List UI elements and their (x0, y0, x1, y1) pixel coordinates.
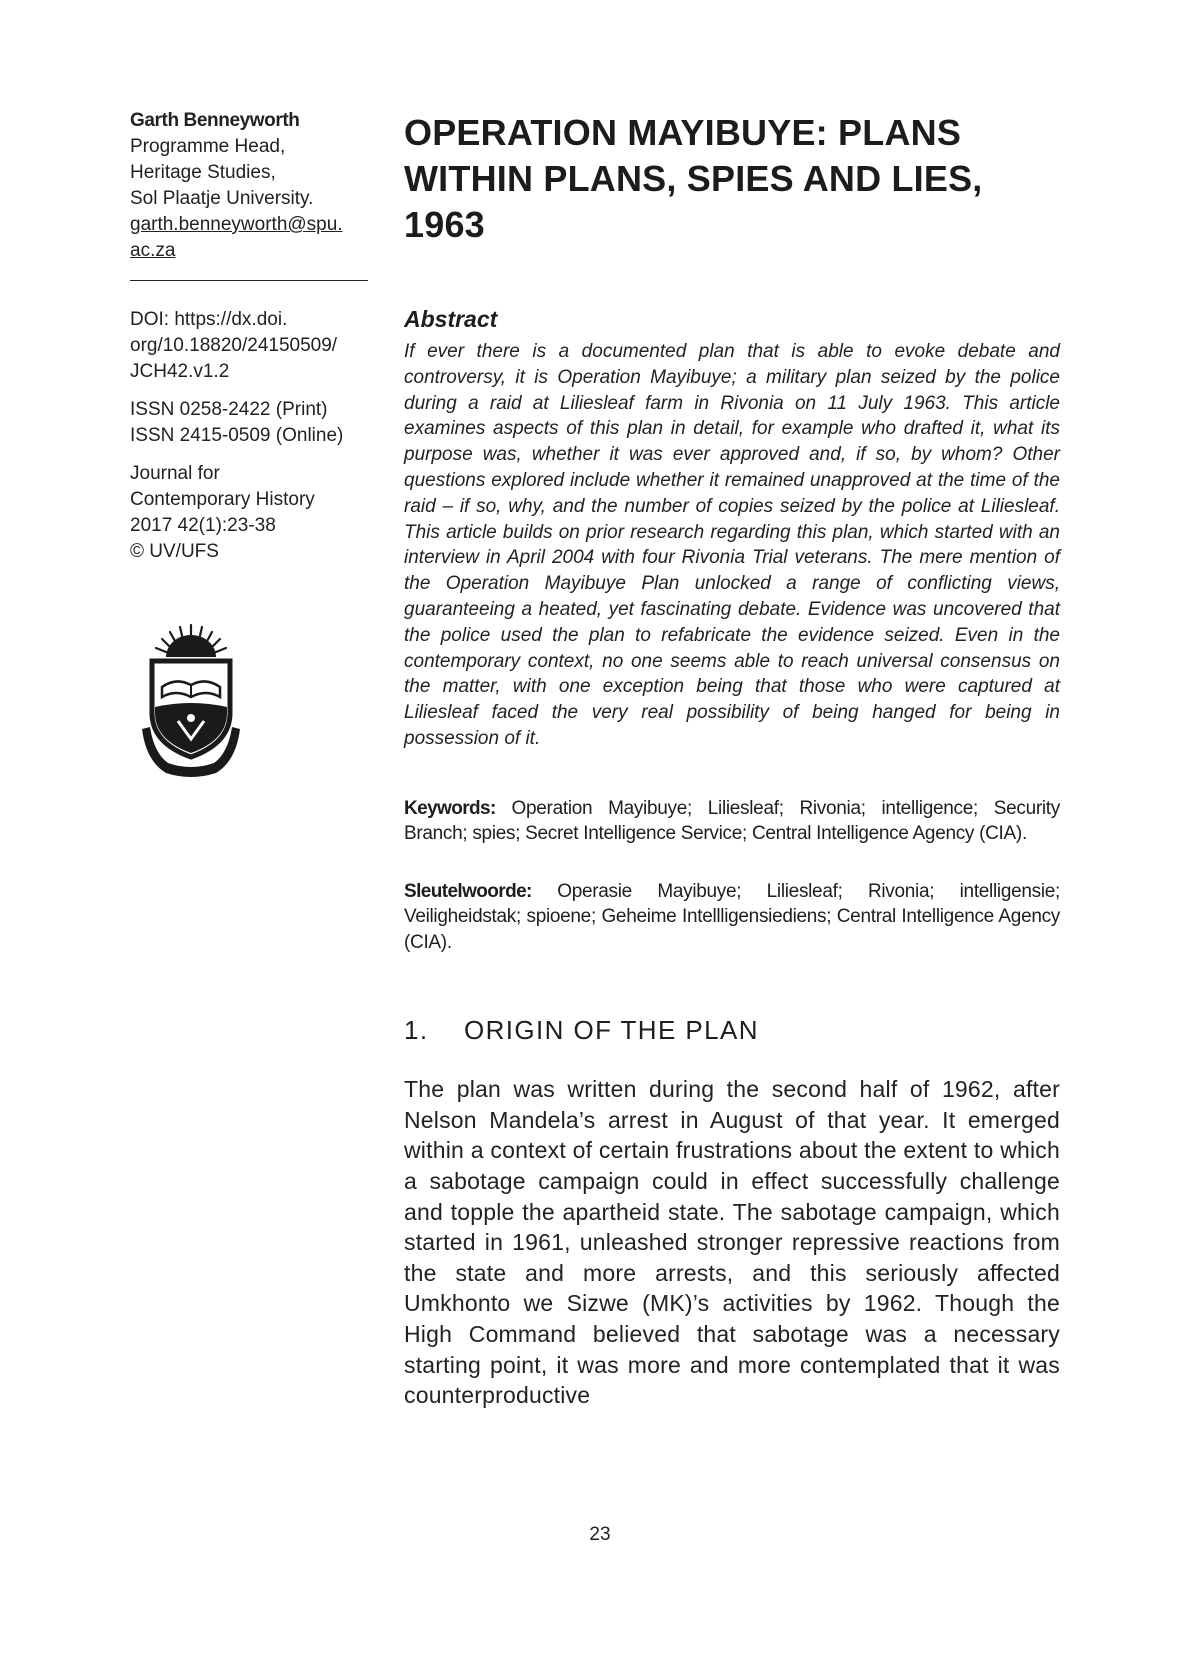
university-crest-icon (136, 621, 246, 783)
affiliation-line: Heritage Studies, (130, 162, 276, 183)
title-line: OPERATION MAYIBUYE: PLANS (404, 112, 962, 153)
keywords-label: Keywords: (404, 797, 496, 819)
journal-info (130, 461, 370, 565)
affiliation-line: Programme Head, (130, 136, 286, 157)
sleutelwoorde-label: Sleutelwoorde: (404, 880, 532, 902)
sidebar (130, 108, 370, 791)
journal-line: © UV/UFS (130, 541, 219, 562)
issn-online: ISSN 2415-0509 (Online) (130, 425, 344, 446)
article-title (404, 110, 1060, 248)
journal-line: Journal for (130, 463, 220, 484)
author-name: Garth Benneyworth (130, 110, 300, 131)
doi-line: org/10.18820/24150509/ (130, 335, 338, 356)
title-line: 1963 (404, 204, 485, 245)
sleutelwoorde-text: Operasie Mayibuye; Liliesleaf; Rivonia; intelligensie; Veiligheidstak; spioene; Geheime Intellligensiediens; Central Intelligence Agency (CIA). (404, 880, 1060, 953)
affiliation-line: Sol Plaatje University. (130, 188, 314, 209)
section-title: ORIGIN OF THE PLAN (464, 1015, 759, 1046)
title-line: WITHIN PLANS, SPIES AND LIES, (404, 158, 983, 199)
abstract-heading: Abstract (404, 306, 498, 332)
author-affiliation (130, 134, 370, 212)
section-heading (404, 1015, 1060, 1046)
section-number: 1. (404, 1015, 429, 1046)
page-number: 23 (589, 1524, 611, 1545)
issn-print: ISSN 0258-2422 (Print) (130, 399, 328, 420)
doi-line: DOI: https://dx.doi. (130, 309, 288, 330)
journal-line: 2017 42(1):23-38 (130, 515, 276, 536)
doi-line: JCH42.v1.2 (130, 361, 230, 382)
email-line: ac.za (130, 240, 176, 261)
sleutelwoorde (404, 879, 1060, 956)
abstract-text: If ever there is a documented plan that is able to evoke debate and controversy, it is Operation Mayibuye; a military plan seized by the police during a raid at Liliesleaf farm in Rivonia on 11 July 1963. This article examines aspects of this plan in detail, for example who drafted it, what its purpose was, whether it was ever approved and, if so, by whom? Other questions explored include whether it remained unapproved at the time of the raid – if so, why, and the number of copies seized by the police at Liliesleaf. This article builds on prior research regarding this plan, which started with an interview in April 2004 with four Rivonia Trial veterans. The mere mention of the Operation Mayibuye Plan unlocked a range of conflicting views, guaranteeing a heated, yet fascinating debate. Evidence was uncovered that the police used the plan to refabricate the evidence seized. Even in the contemporary context, no one seems able to reach universal consensus on the matter, with one exception being that those who were captured at Liliesleaf faced the very real possibility of being hanged for being in possession of it. (404, 341, 1060, 749)
sidebar-divider (130, 280, 368, 281)
article-main (404, 110, 1060, 1411)
section-paragraph: The plan was written during the second half of 1962, after Nelson Mandela’s arrest in August of that year. It emerged within a context of certain frustrations about the extent to which a sabotage campaign could in effect successfully challenge and topple the apartheid state. The sabotage campaign, which started in 1961, unleashed stronger repressive reactions from the state and more arrests, and this seriously affected Umkhonto we Sizwe (MK)’s activities by 1962. Though the High Command believed that sabotage was a necessary starting point, it was more and more contemplated that it was counterproductive (404, 1076, 1060, 1409)
journal-line: Contemporary History (130, 489, 315, 510)
issn (130, 397, 370, 449)
keywords (404, 796, 1060, 847)
doi (130, 307, 370, 385)
keywords-text: Operation Mayibuye; Liliesleaf; Rivonia; intelligence; Security Branch; spies; Secret Intelligence Service; Central Intelligence Agency (CIA). (404, 797, 1060, 845)
author-email-link[interactable] (130, 212, 370, 264)
email-line: garth.benneyworth@spu. (130, 214, 343, 235)
